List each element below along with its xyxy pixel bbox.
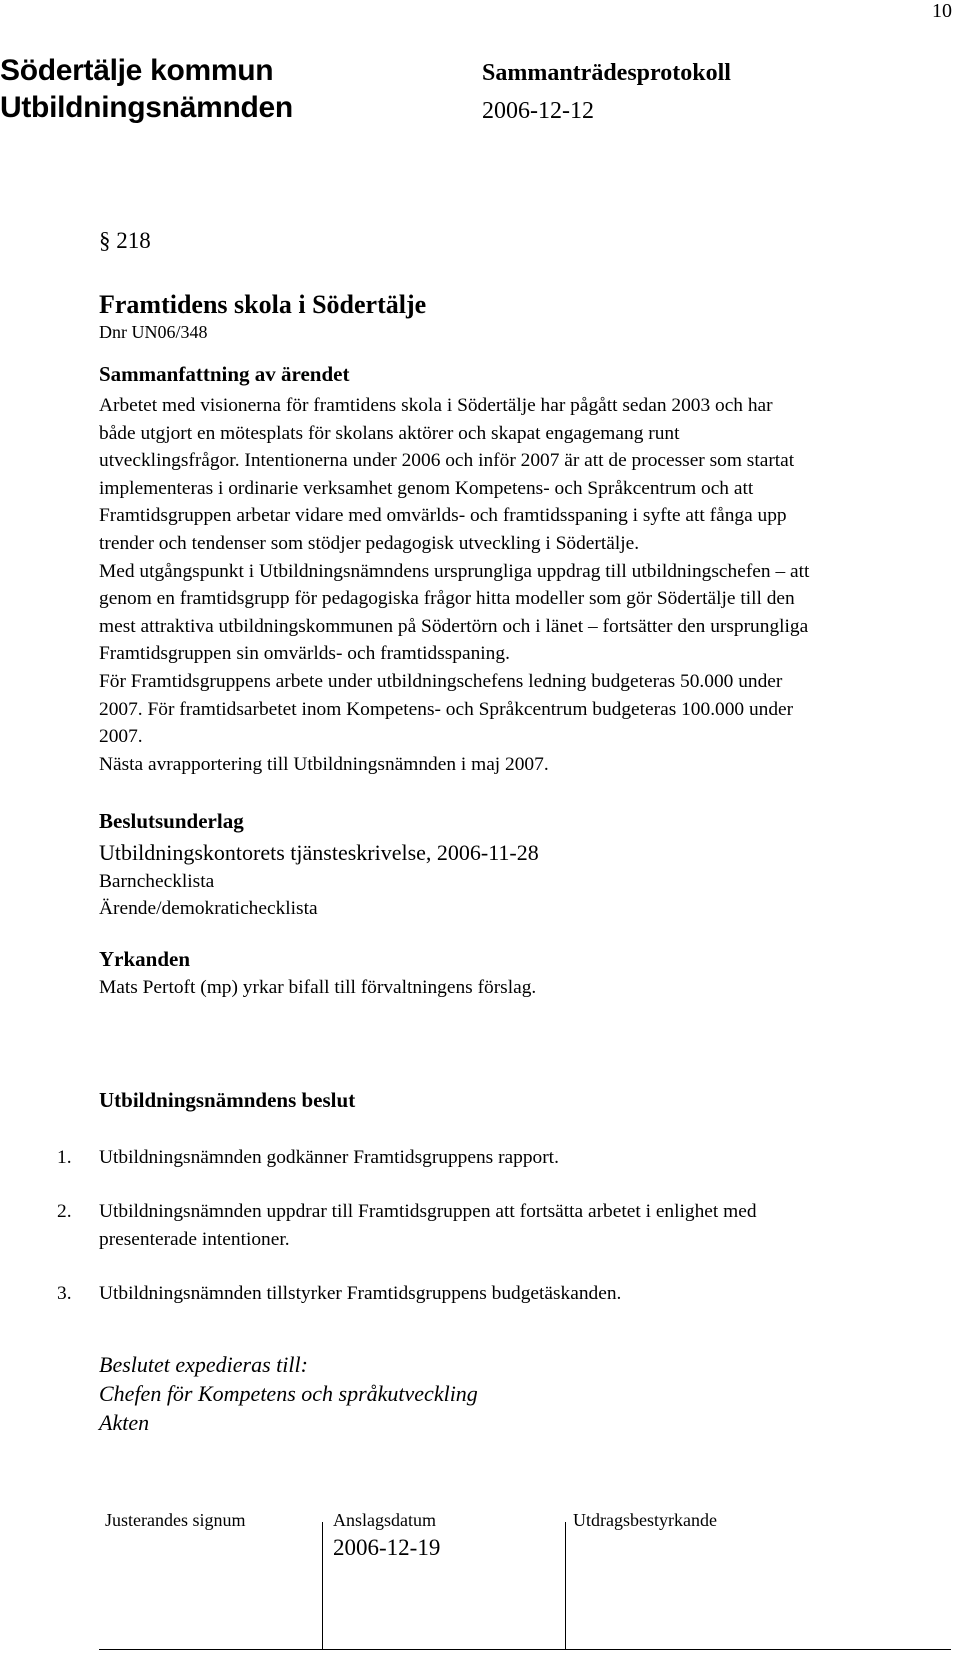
decision-item-text: presenterade intentioner. xyxy=(99,1228,290,1250)
decision-item xyxy=(57,1280,622,1308)
distribution-list xyxy=(99,1350,478,1437)
motions-heading: Yrkanden xyxy=(99,947,191,971)
posting-date: 2006-12-19 xyxy=(333,1535,441,1560)
summary-heading: Sammanfattning av ärendet xyxy=(99,362,350,386)
decision-basis-item: Ärende/demokratichecklista xyxy=(99,898,318,919)
distribution-heading: Beslutet expedieras till: xyxy=(99,1352,308,1377)
decision-basis-item: Utbildningskontorets tjänsteskrivelse, 2006-11-28 xyxy=(99,840,539,865)
page-number: 10 xyxy=(932,0,952,22)
distribution-recipient: Akten xyxy=(99,1410,150,1435)
decision-item xyxy=(57,1144,559,1172)
footer-divider xyxy=(322,1522,323,1649)
summary-line: Arbetet med visionerna för framtidens skola i Södertälje har pågått sedan 2003 och har xyxy=(99,395,773,416)
summary-line: implementeras i ordinarie verksamhet genom Kompetens- och Språkcentrum och att xyxy=(99,477,754,499)
summary-line: Nästa avrapportering till Utbildningsnämnden i maj 2007. xyxy=(99,753,549,775)
posting-date-label: Anslagsdatum xyxy=(333,1510,436,1530)
decision-item-number: 2. xyxy=(57,1201,72,1222)
summary-line: Med utgångspunkt i Utbildningsnämndens ursprungliga uppdrag till utbildningschefen – att xyxy=(99,560,810,582)
summary-line: För Framtidsgruppens arbete under utbildningschefens ledning budgeteras 50.000 under xyxy=(99,670,783,692)
footer-rule xyxy=(99,1649,951,1650)
footer-divider xyxy=(565,1522,566,1649)
decision-basis-heading: Beslutsunderlag xyxy=(99,809,244,833)
decision-item-text: Utbildningsnämnden uppdrar till Framtidsgruppen att fortsätta arbetet i enlighet med xyxy=(99,1201,757,1222)
decision-basis-list xyxy=(99,838,539,922)
adjuster-signature-label: Justerandes signum xyxy=(105,1510,246,1530)
summary-line: 2007. xyxy=(99,726,143,748)
decision-item-number: 3. xyxy=(57,1283,72,1304)
summary-line: mest attraktiva utbildningskommunen på Södertörn och i länet – fortsätter den ursprungliga xyxy=(99,615,809,637)
committee-name: Utbildningsnämnden xyxy=(0,91,293,124)
organization-name: Södertälje kommun xyxy=(0,54,274,87)
registration-number: Dnr UN06/348 xyxy=(99,322,208,342)
summary-line: Framtidsgruppen arbetar vidare med omvärlds- och framtidsspaning i syfte att fånga upp xyxy=(99,505,787,527)
meeting-date: 2006-12-12 xyxy=(482,98,594,124)
decision-item xyxy=(57,1198,757,1253)
summary-text xyxy=(99,392,939,778)
decision-item-text: Utbildningsnämnden tillstyrker Framtidsgruppens budgetäskanden. xyxy=(99,1283,622,1304)
document-type: Sammanträdesprotokoll xyxy=(482,60,731,86)
paragraph-number: § 218 xyxy=(99,228,151,253)
decision-heading: Utbildningsnämndens beslut xyxy=(99,1088,356,1112)
summary-line: utvecklingsfrågor. Intentionerna under 2006 och inför 2007 är att de processer som startat xyxy=(99,450,795,472)
summary-line: 2007. För framtidsarbetet inom Kompetens- och Språkcentrum budgeteras 100.000 under xyxy=(99,698,794,720)
decision-item-text: Utbildningsnämnden godkänner Framtidsgruppens rapport. xyxy=(99,1147,559,1168)
decision-item-number: 1. xyxy=(57,1147,72,1168)
summary-line: genom en framtidsgrupp för pedagogiska frågor hitta modeller som gör Södertälje till den xyxy=(99,588,795,610)
distribution-recipient: Chefen för Kompetens och språkutveckling xyxy=(99,1381,478,1406)
motion-text: Mats Pertoft (mp) yrkar bifall till förvaltningens förslag. xyxy=(99,977,537,998)
summary-line: Framtidsgruppen sin omvärlds- och framtidsspaning. xyxy=(99,643,510,665)
item-title: Framtidens skola i Södertälje xyxy=(99,290,427,319)
extract-certification-label: Utdragsbestyrkande xyxy=(573,1510,717,1530)
summary-line: trender och tendenser som stödjer pedagogisk utveckling i Södertälje. xyxy=(99,532,640,554)
summary-line: både utgjort en mötesplats för skolans aktörer och skapat engagemang runt xyxy=(99,422,680,444)
decision-basis-item: Barnchecklista xyxy=(99,871,215,892)
